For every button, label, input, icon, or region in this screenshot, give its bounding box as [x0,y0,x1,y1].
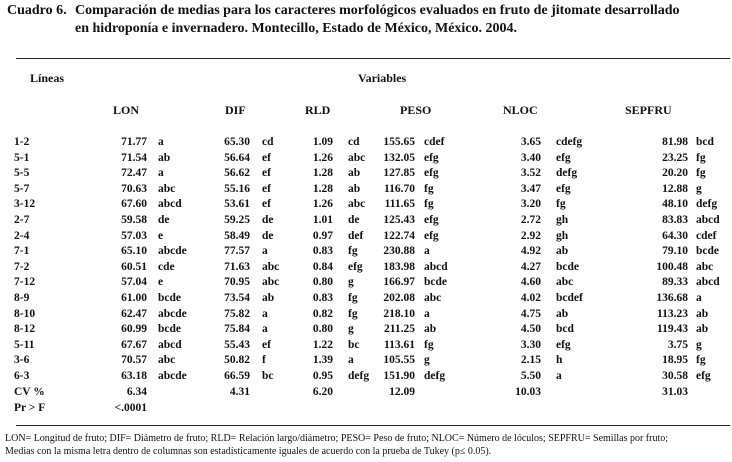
cell-letter: def [348,230,364,242]
cell-letter: abc [262,276,280,288]
row-linea: 5-1 [14,152,30,164]
caption-line-2: en hidroponía e invernadero. Montecillo, Estado de México, México. 2004. [75,21,518,36]
cell-letter: ab [348,183,361,195]
cell-value: 67.60 [121,198,147,210]
cell-letter: de [262,214,274,226]
cell-value: 122.74 [383,230,415,242]
cell-value: 3.75 [667,339,688,351]
cell-value: 64.30 [662,230,688,242]
cell-letter: fg [696,354,706,366]
cell-letter: fg [696,152,706,164]
cell-value: 125.43 [383,214,415,226]
cell-value: 1.22 [312,339,333,351]
cell-letter: ab [348,167,361,179]
cell-value: 0.80 [312,276,333,288]
cv-label: CV % [14,386,45,398]
cell-letter: abc [262,261,280,273]
cell-letter: fg [348,245,358,257]
cell-value: 73.54 [224,292,250,304]
cell-letter: bcdef [556,292,583,304]
cell-letter: fg [556,198,566,210]
cell-value: 53.61 [224,198,250,210]
cell-value: 55.16 [224,183,250,195]
cell-value: 151.90 [383,370,415,382]
cell-letter: f [262,354,266,366]
cell-letter: defg [556,167,578,179]
cell-letter: a [348,354,354,366]
row-linea: 6-3 [14,370,30,382]
cell-value: 127.85 [383,167,415,179]
header-lineas: Líneas [30,71,65,85]
cell-value: 48.10 [662,198,688,210]
cell-letter: efg [424,214,439,226]
cell-letter: bcde [158,292,181,304]
cell-letter: abcd [424,261,448,273]
cell-value: 136.68 [656,292,688,304]
cell-value: 30.58 [662,370,688,382]
cell-value: 79.10 [662,245,688,257]
cell-value: 0.97 [312,230,333,242]
table-caption [7,2,727,38]
cell-value: 67.67 [121,339,147,351]
cell-value: 58.49 [224,230,250,242]
cell-value: 62.47 [121,308,147,320]
cell-value: 2.72 [520,214,541,226]
cell-value: 81.98 [662,136,688,148]
cell-value: 72.47 [121,167,147,179]
cell-letter: ab [696,308,709,320]
row-linea: 5-5 [14,167,30,179]
row-linea: 5-7 [14,183,30,195]
cell-letter: abc [696,261,714,273]
cell-letter: fg [424,339,434,351]
cell-value: 3.65 [520,136,541,148]
cell-letter: a [262,323,268,335]
cell-letter: bcde [556,261,579,273]
cell-letter: abcd [696,276,720,288]
cell-value: 1.01 [312,214,333,226]
row-linea: 3-12 [14,198,36,210]
cell-value: 1.26 [312,152,333,164]
cell-letter: defg [696,198,718,210]
cell-value: 1.28 [312,167,333,179]
cell-letter: efg [556,152,571,164]
cell-value: 89.33 [662,276,688,288]
cell-letter: e [158,276,164,288]
cell-letter: efg [556,183,571,195]
cell-letter: g [348,323,354,335]
cell-value: 1.26 [312,198,333,210]
row-linea: 1-2 [14,136,30,148]
cell-letter: de [262,230,274,242]
cell-value: 4.27 [520,261,541,273]
cell-value: 155.65 [383,136,415,148]
cell-letter: g [348,276,354,288]
cell-value: 113.23 [657,308,688,320]
cell-value: 63.18 [121,370,147,382]
cell-letter: abc [348,152,366,164]
cell-value: 2.15 [520,354,541,366]
column-header: PESO [400,103,432,117]
pr-label: Pr > F [14,402,46,414]
cell-letter: bc [262,370,274,382]
cell-value: 4.75 [520,308,541,320]
cell-value: 4.50 [520,323,541,335]
cell-value: 3.30 [520,339,541,351]
cell-value: 70.95 [224,276,250,288]
cell-value: 61.00 [121,292,147,304]
cell-letter: cde [158,261,175,273]
cell-value: 23.25 [662,152,688,164]
bottom-rule [16,425,730,426]
cell-letter: ab [556,245,569,257]
cell-value: 4.02 [520,292,541,304]
cell-value: 0.95 [312,370,333,382]
cell-value: 18.95 [662,354,688,366]
cell-letter: de [348,214,360,226]
row-linea: 3-6 [14,354,30,366]
cell-value: 119.43 [657,323,688,335]
column-header: RLD [305,103,331,117]
cell-value: 75.82 [224,308,250,320]
cell-letter: ab [696,323,709,335]
cell-value: 75.84 [224,323,250,335]
cell-value: 3.52 [520,167,541,179]
top-rule [16,58,730,59]
cell-letter: gh [556,214,569,226]
cell-letter: ef [262,198,271,210]
cell-letter: ab [158,152,171,164]
column-header: LON [113,103,140,117]
cell-value: 3.47 [520,183,541,195]
cell-letter: abcd [158,339,182,351]
cell-value: 55.43 [224,339,250,351]
cell-value: 60.99 [121,323,147,335]
footnote-line-1: LON= Longitud de fruto; DIF= Diámetro de fruto; RLD= Relación largo/diámetro; PESO= Peso de fruto; NLOC= Número de lóculos; SEPFRU= Semillas por fruto; [5,433,669,444]
cv-value: 6.20 [312,386,333,398]
cell-value: 57.03 [121,230,147,242]
cell-letter: ab [262,292,275,304]
cell-value: 83.83 [662,214,688,226]
cell-letter: a [262,308,268,320]
cell-value: 3.20 [520,198,541,210]
cell-letter: g [696,339,702,351]
cell-letter: bcde [696,245,719,257]
cell-letter: a [424,245,430,257]
cell-value: 56.62 [224,167,250,179]
row-linea: 7-12 [14,276,36,288]
cell-value: 100.48 [656,261,688,273]
row-linea: 5-11 [14,339,35,351]
cell-letter: ab [424,323,437,335]
cell-letter: defg [348,370,370,382]
cell-value: 0.80 [312,323,333,335]
cell-letter: e [158,230,164,242]
footnote-line-2: Medias con la misma letra dentro de columnas son estadísticamente iguales de acuerdo con la prueba de Tukey (p≤ 0.05). [5,446,492,457]
cell-letter: a [158,136,164,148]
cell-letter: bc [348,339,360,351]
cell-letter: abcd [158,198,182,210]
cv-value: 6.34 [126,386,147,398]
caption-number: Cuadro 6. [7,3,67,18]
cell-value: 166.97 [383,276,415,288]
cell-letter: a [424,308,430,320]
cv-value: 12.09 [389,386,415,398]
cell-letter: ef [262,183,271,195]
cell-letter: bcd [696,136,714,148]
cell-value: 71.77 [121,136,147,148]
cell-value: 0.82 [312,308,333,320]
cell-letter: bcd [556,323,574,335]
cell-letter: cd [348,136,360,148]
cell-value: 50.82 [224,354,250,366]
row-linea: 8-12 [14,323,36,335]
cell-value: 2.92 [520,230,541,242]
cell-letter: efg [424,230,439,242]
cell-value: 12.88 [662,183,688,195]
cell-letter: abcd [696,214,720,226]
cell-value: 56.64 [224,152,250,164]
cell-letter: abc [348,198,366,210]
cell-value: 3.40 [520,152,541,164]
cell-value: 132.05 [383,152,415,164]
cell-value: 60.51 [121,261,147,273]
cell-value: 0.83 [312,292,333,304]
cell-value: 65.10 [121,245,147,257]
cell-letter: abcde [158,370,187,382]
cell-letter: a [262,245,268,257]
column-header: SEPFRU [625,103,672,117]
cell-value: 59.58 [121,214,147,226]
row-linea: 7-2 [14,261,30,273]
cell-letter: bcde [424,276,447,288]
cell-value: 230.88 [383,245,415,257]
row-linea: 8-10 [14,308,36,320]
cell-value: 70.63 [121,183,147,195]
cell-value: 71.54 [121,152,147,164]
cell-letter: abcde [158,308,187,320]
cell-value: 71.63 [224,261,250,273]
cv-value: 10.03 [515,386,541,398]
column-header: DIF [225,103,246,117]
cell-letter: efg [556,339,571,351]
cell-value: 211.25 [384,323,415,335]
cell-letter: abc [158,183,176,195]
cell-value: 0.84 [312,261,333,273]
cell-letter: abc [556,276,574,288]
cell-letter: efg [348,261,363,273]
row-linea: 2-4 [14,230,30,242]
cell-letter: gh [556,230,569,242]
cv-value: 31.03 [662,386,688,398]
cell-value: 5.50 [520,370,541,382]
cell-letter: efg [696,370,711,382]
cell-value: 0.83 [312,245,333,257]
cell-letter: defg [424,370,446,382]
cell-value: 1.28 [312,183,333,195]
cell-value: 70.57 [121,354,147,366]
cell-value: 1.09 [312,136,333,148]
row-linea: 7-1 [14,245,30,257]
cell-letter: cdef [424,136,445,148]
cell-letter: g [696,183,702,195]
cell-value: 202.08 [383,292,415,304]
header-variables: Variables [358,71,407,85]
cell-value: 65.30 [224,136,250,148]
cell-letter: ef [262,167,271,179]
cell-value: 116.70 [384,183,415,195]
cell-letter: ef [262,339,271,351]
cell-letter: cd [262,136,274,148]
cell-value: 4.60 [520,276,541,288]
cell-value: 218.10 [383,308,415,320]
row-linea: 8-9 [14,292,30,304]
cell-letter: h [556,354,563,366]
column-header: NLOC [503,103,538,117]
cell-value: 105.55 [383,354,415,366]
cell-letter: fg [348,308,358,320]
cell-letter: efg [424,167,439,179]
cv-value: 4.31 [229,386,250,398]
cell-value: 111.65 [384,198,415,210]
caption-line-1 [7,2,727,20]
cell-value: 183.98 [383,261,415,273]
caption-text-1: Comparación de medias para los caracteres morfológicos evaluados en fruto de jitomate desarrollado [75,3,680,18]
cell-letter: abcde [158,245,187,257]
cell-value: 66.59 [224,370,250,382]
cell-letter: fg [696,167,706,179]
cell-value: 1.39 [312,354,333,366]
cell-letter: ab [556,308,569,320]
cell-letter: a [158,167,164,179]
cell-letter: fg [348,292,358,304]
cell-letter: ef [262,152,271,164]
cell-letter: fg [424,183,434,195]
cell-letter: abc [158,354,176,366]
cell-letter: fg [424,198,434,210]
cell-letter: abc [424,292,442,304]
cell-letter: cdef [696,230,717,242]
cell-letter: bcde [158,323,181,335]
cell-value: 20.20 [662,167,688,179]
row-linea: 2-7 [14,214,30,226]
cell-letter: cdefg [556,136,583,148]
cell-value: 57.04 [121,276,147,288]
cell-value: 113.61 [384,339,415,351]
cell-value: 59.25 [224,214,250,226]
pr-value: <.0001 [114,402,147,414]
cell-letter: a [696,292,702,304]
cell-value: 4.92 [520,245,541,257]
cell-value: 77.57 [224,245,250,257]
cell-letter: g [424,354,430,366]
cell-letter: efg [424,152,439,164]
cell-letter: a [556,370,562,382]
cell-letter: de [158,214,170,226]
